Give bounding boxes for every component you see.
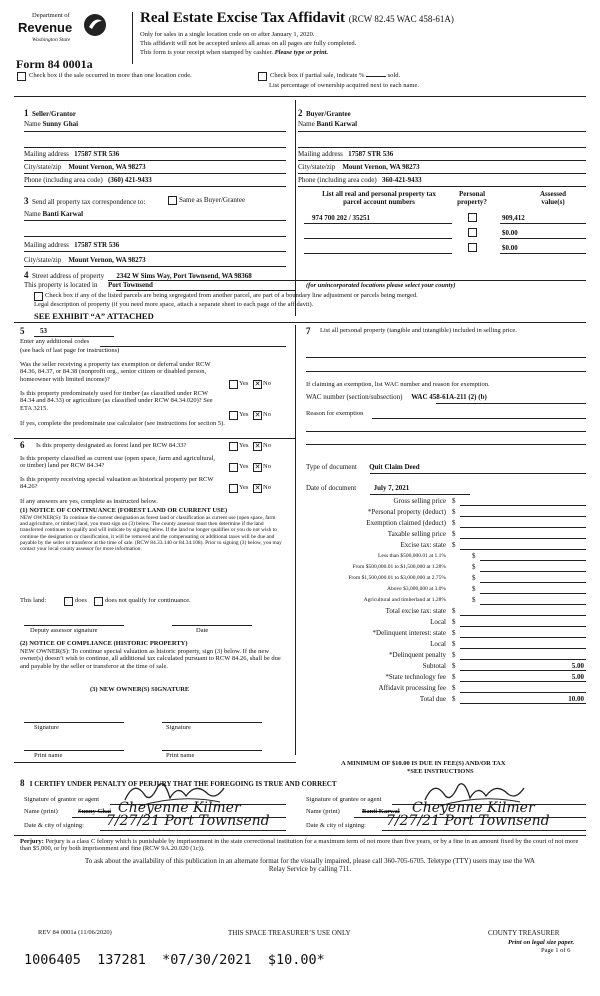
header-divider (132, 12, 133, 64)
tax-row-dollar: $ (472, 552, 476, 560)
parcel-number: 974 700 202 / 35251 (312, 214, 370, 222)
tax-row-dollar: $ (472, 585, 476, 593)
section6-ifany: If any answers are yes, complete as instructed below. (20, 498, 158, 505)
tax-row-dollar: $ (452, 530, 456, 538)
grantee-date-handwritten: 7/27/21 Port Townsend (386, 813, 550, 829)
tax-row-dollar: $ (452, 508, 456, 516)
parcel-value: 909,412 (502, 214, 525, 222)
tax-row-label: Local (430, 640, 446, 648)
q1-yes-label: Yes (239, 380, 249, 387)
buyer-mailing: 17587 STR 536 (348, 150, 394, 158)
seller-city-row: City/state/zip Mount Vernon, WA 98273 (24, 163, 146, 171)
tax-row-dollar: $ (452, 684, 456, 692)
title-text: Real Estate Excise Tax Affidavit (140, 10, 345, 26)
minimum-due-note: A MINIMUM OF $10.00 IS DUE IN FEE(S) AND/OR TAX (341, 760, 506, 767)
seller-name-row: Name Sunny Ghai (24, 120, 79, 128)
tax-row-value: 5.00 (571, 662, 584, 670)
tax-row-dollar: $ (452, 651, 456, 659)
tax-row-label: Gross selling price (393, 497, 446, 505)
this-land-label: This land: (20, 597, 47, 604)
tax-row-dollar: $ (472, 563, 476, 571)
tax-row-dollar: $ (472, 574, 476, 582)
grantor-sig-label: Signature of grantor or agent (24, 796, 100, 803)
tax-row-dollar: $ (452, 541, 456, 549)
treasurer-space-label: THIS SPACE TREASURER’S USE ONLY (228, 929, 351, 937)
tax-row-dollar: $ (452, 662, 456, 670)
notice2-body: NEW OWNER(S): To continue special valuation as historic property, sign (3) below. If the new owner(s) doesn’t wish to continue, all additional tax calculated pursuant to RCW 84.26, shall be due and payable by the seller or transferor at the time of sale. (20, 648, 281, 670)
property-street: 2342 W Sims Way, Port Townsend, WA 98368 (116, 272, 252, 280)
seller-heading: 1 Seller/Grantor (24, 108, 76, 118)
personal-property-checkbox[interactable] (468, 213, 477, 222)
same-as-buyer-checkbox[interactable] (168, 196, 177, 205)
tax-row-label: Total excise tax: state (385, 607, 446, 615)
tax-row-label: Agricultural and timberland at 1.28% (363, 597, 446, 603)
s6-q3-no-checkbox[interactable]: ✕ (254, 484, 261, 492)
logo-dept-line1: Department of (32, 12, 70, 19)
buyer-phone-row: Phone (including area code) 360-421-9433 (298, 176, 422, 184)
wac-number: WAC 458-61A-211 (2) (b) (411, 393, 487, 401)
grantor-date-label: Date & city of signing: (24, 822, 84, 829)
correspondence-heading: 3 Send all property tax correspondence to: (24, 196, 146, 206)
county-treasurer-label: COUNTY TREASURER (488, 929, 560, 937)
multi-location-label: Check box if the sale occurred in more than one location code. (29, 72, 192, 79)
property-street-row: 4 Street address of property 2342 W Sims Way, Port Townsend, WA 98368 (24, 270, 252, 280)
section5-q2: Is this property predominately used for timber (as classified under RCW 84.34 and 84.33) or agriculture (as classified under RCW 84.34.020)? See ETA 3215. (20, 390, 213, 412)
tax-row-label: Excise tax: state (400, 541, 446, 549)
corr-city-row: City/state/zip Mount Vernon, WA 98273 (24, 256, 146, 264)
parcel-value: $0.00 (502, 229, 518, 237)
s6-q1-yes-checkbox[interactable] (229, 442, 238, 451)
grantor-name-label: Name (print) (24, 808, 58, 815)
tax-row-label: Subtotal (422, 662, 446, 670)
tax-row-value: 5.00 (571, 673, 584, 681)
tax-row-label: *Personal property (deduct) (367, 508, 446, 516)
see-instructions-note: *SEE INSTRUCTIONS (407, 768, 474, 775)
s6-q3-yes-label: Yes (239, 484, 249, 491)
seller-city: Mount Vernon, WA 98273 (68, 163, 146, 171)
section6-q3: Is this property receiving special valuation as historical property per RCW 84.26? (20, 476, 214, 491)
revision-label: REV 84 0001a (11/06/2020) (38, 929, 112, 936)
tax-row-dollar: $ (452, 629, 456, 637)
grantee-name-label: Name (print) (306, 808, 340, 815)
tax-row-label: Exemption claimed (deduct) (366, 519, 446, 527)
section7-num: 7 (306, 326, 311, 336)
new-owner-print-2: Print name (166, 752, 195, 759)
corr-city: Mount Vernon, WA 98273 (68, 256, 146, 264)
deputy-sig-label: Deputy assessor signature (30, 627, 98, 634)
doc-type-row: Type of document Quit Claim Deed (306, 463, 420, 471)
tax-row-label: Above $3,000,000 at 3.0% (387, 586, 446, 592)
tax-row-label: Local (430, 618, 446, 626)
header-note-2: This affidavit will not be accepted unless all areas on all pages are fully completed. (140, 40, 357, 47)
corr-mailing-row: Mailing address 17587 STR 536 (24, 241, 120, 249)
tax-row-label: Total due (419, 695, 446, 703)
certify-heading: 8 I CERTIFY UNDER PENALTY OF PERJURY THAT THE FOREGOING IS TRUE AND CORRECT (20, 778, 337, 788)
legal-description-label: Legal description of property (if you need more space, attach a separate sheet to each page of the affidavit). (34, 301, 314, 308)
s6-q1-yes-label: Yes (239, 442, 249, 449)
grantor-name-struck: Sunny Ghai (78, 808, 112, 815)
page-number: Page 1 of 6 (541, 947, 571, 954)
section6-num: 6 (20, 440, 25, 450)
tax-row-label: Less than $500,000.01 at 1.1% (378, 553, 446, 559)
section5-see: (see back of last page for instructions) (20, 347, 120, 354)
seller-phone-row: Phone (including area code) (360) 421-9433 (24, 176, 152, 184)
grantor-date-handwritten: 7/27/21 Port Townsend (106, 813, 270, 829)
buyer-phone: 360-421-9433 (381, 176, 422, 184)
seller-name: Sunny Ghai (42, 120, 79, 128)
grantor-signature-scribble (120, 776, 230, 808)
corr-mailing: 17587 STR 536 (74, 241, 120, 249)
segregated-label: Check box if any of the listed parcels are being segregated from another parcel, are part of a boundary line adjustment or parcels being merged. (45, 292, 418, 299)
new-owner-signature-1: Signature (34, 724, 59, 731)
does-label: does (75, 597, 87, 604)
buyer-mailing-row: Mailing address 17587 STR 536 (298, 150, 394, 158)
tax-row-value: 10.00 (568, 695, 584, 703)
tax-row-dollar: $ (452, 607, 456, 615)
q2-no-checkbox[interactable]: ✕ (254, 411, 261, 419)
section5-q3: If yes, complete the predominate use calculator (see instructions for section 5). (20, 420, 225, 427)
q1-yes-checkbox[interactable] (229, 380, 238, 389)
treasurer-stamp: 1006405 137281 *07/30/2021 $10.00* (24, 952, 325, 968)
parcel-value: $0.00 (502, 244, 518, 252)
tax-row-label: *State technology fee (385, 673, 446, 681)
seller-mailing: 17587 STR 536 (74, 150, 120, 158)
center-divider (295, 100, 296, 316)
grantee-name-struck: Banti Karwal (362, 808, 400, 815)
notice1-body: NEW OWNER(S): To continue the current designation as forest land or classification as current use (open space, farm and agriculture, or timber) land, you must sign on (3) below. The county assessor must then determine if the land transferred continues to qualify and will indicate by signing below. If the land no longer qualifies or you do not wish to continue the designation or classification, it will be removed and the compensating or additional taxes will be due and payable by the seller or transferor at the time of sale. (RCW 84.33.140 or 84.34.108). Prior to signing (3) below, you may contact your local county assessor for more information. (20, 515, 282, 553)
header-note-1: Only for sales in a single location code on or after January 1, 2020. (140, 31, 315, 38)
header-rule (14, 96, 586, 97)
grantee-sig-label: Signature of grantee or agent (306, 796, 382, 803)
availability-note: To ask about the availability of this publication in an alternate format for the visually impaired, please call 360-705-6705. Teletype (TTY) users may use the WA Relay Service by calling 711. (85, 857, 535, 874)
same-as-buyer-label: Same as Buyer/Grantee (179, 196, 246, 204)
section5-code: 53 (40, 327, 47, 335)
property-location-row: This property is located in Port Townsend (24, 281, 153, 289)
partial-sale-label: Check box if partial sale, indicate % sold. (270, 72, 401, 79)
tax-row-label: Affidavit processing fee (378, 684, 446, 692)
buyer-heading: 2 Buyer/Grantee (298, 108, 351, 118)
s6-q3-no-label: No (263, 484, 271, 491)
segregated-checkbox[interactable] (34, 292, 43, 301)
notice1-title: (1) NOTICE OF CONTINUANCE (FOREST LAND OR CURRENT USE) (20, 507, 228, 514)
doc-date: July 7, 2021 (373, 484, 410, 492)
personal-property-checkbox[interactable] (468, 243, 477, 252)
wac-row: WAC number (section/subsection) WAC 458-61A-211 (2) (b) (306, 393, 487, 401)
tax-row-label: From $1,500,000.01 to $3,000,000 at 2.75% (348, 575, 446, 581)
corr-name: Banti Karwal (42, 210, 84, 218)
tax-row-dollar: $ (472, 596, 476, 604)
logo-dept-line2: Revenue (18, 20, 73, 35)
tax-row-label: Taxable selling price (387, 530, 446, 538)
grantee-signature-scribble (420, 776, 530, 808)
buyer-name-row: Name Banti Karwal (298, 120, 358, 128)
tax-row-label: *Delinquent interest: state (372, 629, 446, 637)
section5-q1: Was the seller receiving a property tax exemption or deferral under RCW 84.36, 84.37, or 84.38 (nonprofit org., senior citizen or disabled person, homeowner with limited income)? (20, 361, 211, 383)
tax-row-label: From $500,000.01 to $1,500,000 at 1.28% (352, 564, 446, 570)
personal-property-checkbox[interactable] (468, 228, 477, 237)
title-ref: (RCW 82.45 WAC 458-61A) (348, 14, 454, 24)
logo-swoosh-icon (82, 12, 108, 38)
tax-row-dollar: $ (452, 640, 456, 648)
ownership-note: List percentage of ownership acquired next to each name. (269, 82, 419, 89)
new-owner-signature-2: Signature (166, 724, 191, 731)
buyer-name: Banti Karwal (316, 120, 358, 128)
buyer-city: Mount Vernon, WA 98273 (342, 163, 420, 171)
tax-row-dollar: $ (452, 618, 456, 626)
perjury-note: Perjury: Perjury is a class C felony which is punishable by imprisonment in the state correctional institution for a maximum term of not more than five years, or by a fine in an amount fixed by the court of not more than $5,000, or by both imprisonment and fine (RCW 9A.20.020 (1c)). (20, 838, 579, 853)
doc-type: Quit Claim Deed (369, 463, 420, 471)
reason-label: Reason for exemption (306, 410, 364, 417)
q2-no-label: No (263, 411, 271, 418)
grantee-name-handwritten: Cheyenne Kilmer (412, 800, 535, 816)
grantee-date-label: Date & city of signing: (306, 822, 366, 829)
q1-no-label: No (263, 380, 271, 387)
new-owner-print-1: Print name (34, 752, 63, 759)
does-not-label: does not qualify for continuance. (105, 597, 191, 604)
s6-q2-yes-label: Yes (239, 463, 249, 470)
s6-q1-no-label: No (263, 442, 271, 449)
page-title (140, 10, 454, 27)
does-not-checkbox[interactable] (94, 597, 103, 606)
s6-q2-no-checkbox[interactable]: ✕ (254, 463, 261, 471)
unincorporated-note: (for unincorporated locations please select your county) (306, 282, 456, 289)
notice2-title: (2) NOTICE OF COMPLIANCE (HISTORIC PROPERTY) (20, 640, 188, 647)
q2-yes-checkbox[interactable] (229, 411, 238, 420)
multi-location-checkbox[interactable] (17, 72, 26, 81)
tax-row-dollar: $ (452, 497, 456, 505)
q1-no-checkbox[interactable]: ✕ (254, 380, 261, 388)
property-location: Port Townsend (107, 281, 153, 289)
legal-paper-note: Print on legal size paper. (508, 939, 575, 946)
corr-name-row: Name Banti Karwal (24, 210, 84, 218)
center-divider-lower (295, 325, 296, 755)
deputy-date-label: Date (196, 627, 209, 634)
exemption-instruction: If claiming an exemption, list WAC number and reason for exemption. (306, 381, 490, 388)
parcel-col-header-3: Assessed value(s) (539, 190, 567, 207)
section6-q2: Is this property classified as current use (open space, farm and agricultural, or timber) land per RCW 84.34? (20, 455, 216, 470)
parcel-col-header-2: Personal property? (457, 190, 487, 207)
tax-row-dollar: $ (452, 695, 456, 703)
s6-q2-no-label: No (263, 463, 271, 470)
doc-date-row: Date of document July 7, 2021 (306, 484, 410, 492)
grantor-name-handwritten: Cheyenne Kilmer (118, 800, 241, 816)
exhibit-text: SEE EXHIBIT “A” ATTACHED (34, 311, 154, 321)
s6-q3-yes-checkbox[interactable] (229, 484, 238, 493)
s6-q2-yes-checkbox[interactable] (229, 463, 238, 472)
logo-dept-line3: Washington State (32, 37, 71, 43)
dor-logo (14, 10, 114, 54)
buyer-city-row: City/state/zip Mount Vernon, WA 98273 (298, 163, 420, 171)
new-owner-sig-heading: (3) NEW OWNER(S) SIGNATURE (90, 686, 190, 693)
section5-enter: Enter any additional codes (20, 338, 90, 345)
s6-q1-no-checkbox[interactable]: ✕ (254, 442, 261, 450)
q2-yes-label: Yes (239, 411, 249, 418)
tax-row-dollar: $ (452, 673, 456, 681)
tax-row-dollar: $ (452, 519, 456, 527)
section7-personal-prop: List all personal property (tangible and intangible) included in selling price. (320, 327, 517, 334)
seller-phone: (360) 421-9433 (107, 176, 152, 184)
seller-mailing-row: Mailing address 17587 STR 536 (24, 150, 120, 158)
header-note-3: This form is your receipt when stamped by cashier. Please type or print. (140, 49, 329, 56)
parcel-col-header-1: List all real and personal property tax parcel account numbers (322, 190, 436, 207)
section5-num: 5 (20, 326, 25, 336)
partial-sale-checkbox[interactable] (258, 72, 267, 81)
tax-row-label: *Delinquent penalty (389, 651, 446, 659)
form-number: Form 84 0001a (16, 57, 93, 71)
does-checkbox[interactable] (64, 597, 73, 606)
section6-q1: Is this property designated as forest land per RCW 84.33? (36, 442, 187, 449)
